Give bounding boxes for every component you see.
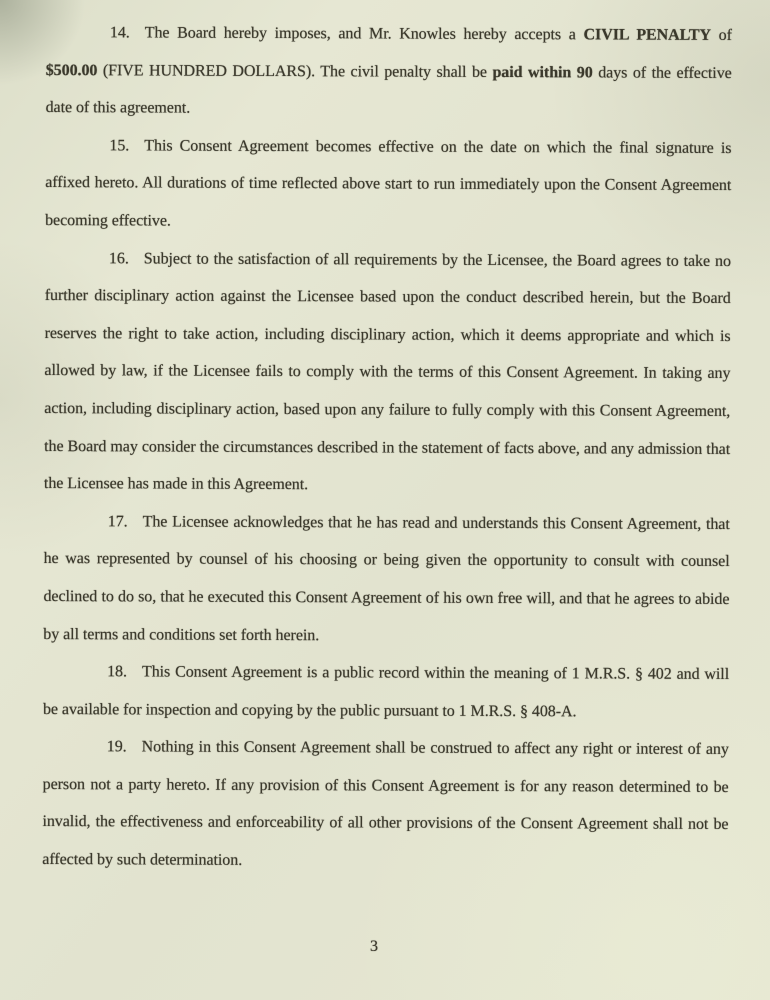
paragraph-16 (44, 240, 731, 506)
paragraph-number: 15. (109, 137, 130, 155)
paragraph-14 (46, 14, 732, 130)
paragraph-15 (45, 127, 731, 243)
page-number: 3 (370, 938, 378, 955)
paragraph-number: 19. (106, 738, 127, 756)
paragraph-text-segment: days of the effective date of this agreement. (45, 63, 732, 117)
paragraph-18 (43, 653, 729, 731)
paragraph-text-segment: (FIVE HUNDRED DOLLARS). The civil penalty shall be (97, 61, 493, 81)
paragraph-text-segment: The Licensee acknowledges that he has read and understands this Consent Agreement, that he was represented by counsel of his choosing or being given the opportunity to consult with counsel declined to do so, that he executed this Consent Agreement of his own free will, and that he agrees to abide by all terms and conditions set forth herein. (43, 513, 730, 644)
paragraph-text-segment: paid within 90 (492, 63, 593, 81)
paragraph-text-segment: Nothing in this Consent Agreement shall be construed to affect any right or interest of any person not a party hereto. If any provision of this Consent Agreement is for any reason determined to be invalid, the effectiveness and enforceability of all other provisions of the Consent Agreement shall not be affected by such determination. (42, 738, 729, 869)
paragraph-text-segment: This Consent Agreement is a public record within the meaning of 1 M.R.S. § 402 and will be available for inspection and copying by the public pursuant to 1 M.R.S. § 408-A. (42, 663, 730, 721)
paragraph-text-segment: This Consent Agreement becomes effective on the date on which the final signature is affixed hereto. All durations of time reflected above start to run immediately upon the Consent Agreement becoming effective. (45, 137, 732, 230)
paragraph-text-segment: The Board hereby imposes, and Mr. Knowles hereby accepts a (144, 24, 584, 44)
paragraph-text-segment: of (710, 26, 732, 44)
paragraph-19 (42, 728, 729, 881)
paragraph-17 (43, 503, 730, 656)
paragraph-text-segment: Subject to the satisfaction of all requirements by the Licensee, the Board agrees to take no further disciplinary action against the Licensee based upon the conduct described herein, but the Board reserves the right to take action, including disciplinary action, which it deems appropriate and which is allowed by law, if the Licensee fails to comply with the terms of this Consent Agreement. In taking any action, including disciplinary action, based upon any failure to fully comply with this Consent Agreement, the Board may consider the circumstances described in the statement of facts above, and any admission that the Licensee has made in this Agreement. (43, 249, 731, 494)
document-body (42, 14, 732, 882)
paragraph-text-segment: $500.00 (45, 61, 98, 79)
paragraph-number: 18. (107, 663, 128, 681)
paragraph-number: 14. (109, 24, 130, 42)
paragraph-number: 17. (107, 512, 128, 531)
paragraph-text-segment: CIVIL PENALTY (583, 26, 712, 44)
paragraph-number: 16. (108, 249, 129, 267)
